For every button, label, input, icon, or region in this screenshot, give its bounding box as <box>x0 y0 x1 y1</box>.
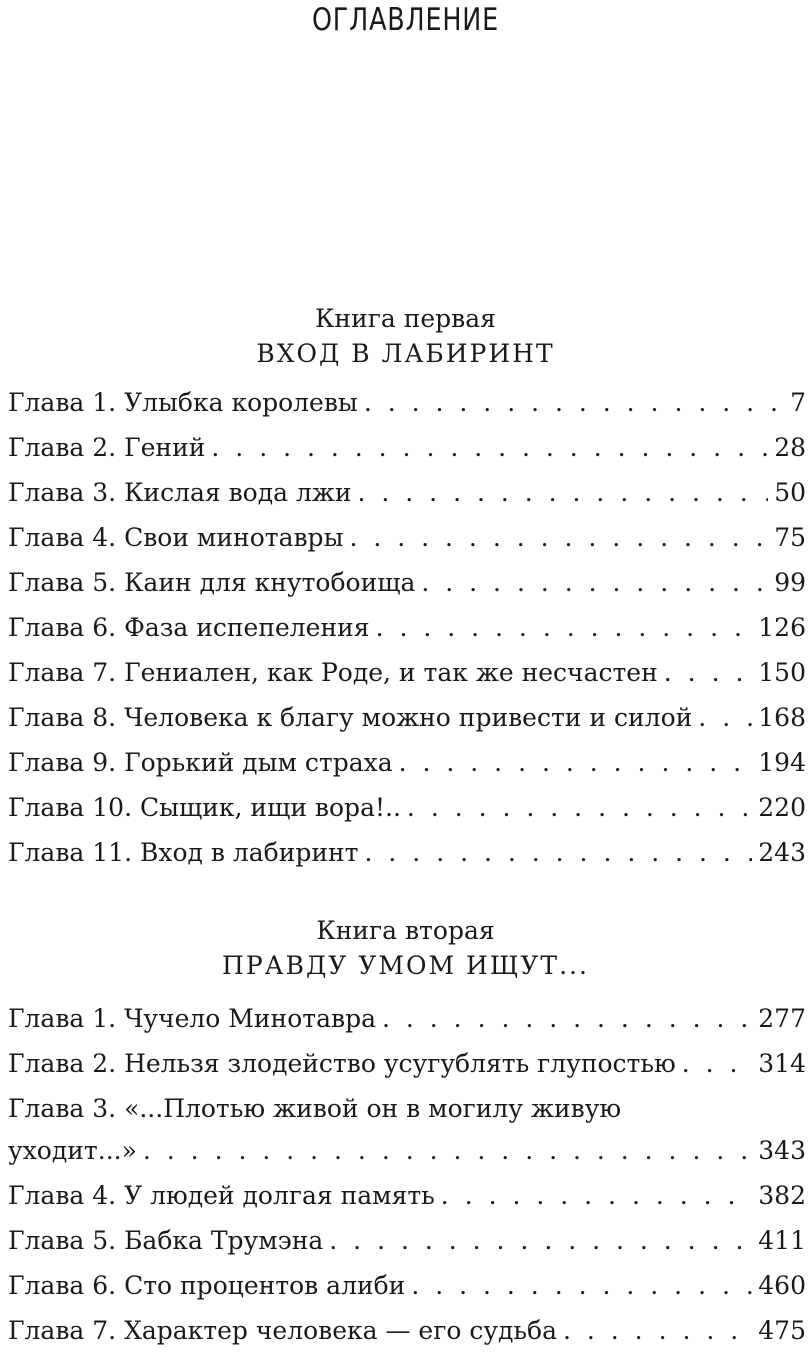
toc-entry[interactable] <box>8 748 806 793</box>
toc-entry[interactable] <box>8 523 806 568</box>
page-number: 411 <box>758 1226 806 1255</box>
toc-entry[interactable] <box>8 1316 806 1361</box>
toc-entry[interactable] <box>8 1181 806 1226</box>
toc-entry-line-2[interactable] <box>8 1136 806 1181</box>
page-number: 277 <box>758 1004 806 1033</box>
chapter-title: Глава 3. Кислая вода лжи <box>8 478 352 507</box>
page-number: 150 <box>758 658 806 687</box>
chapter-title: Глава 7. Характер человека — его судьба <box>8 1316 557 1345</box>
page-number: 75 <box>774 523 806 552</box>
chapter-title: Глава 5. Бабка Трумэна <box>8 1226 324 1255</box>
chapter-title: Глава 2. Нельзя злодейство усугублять глупостью <box>8 1049 676 1078</box>
page-title: ОГЛАВЛЕНИЕ <box>311 2 500 38</box>
toc-entry[interactable] <box>8 1226 806 1271</box>
toc-entry[interactable] <box>8 433 806 478</box>
book-label: Книга вторая <box>316 916 495 945</box>
toc-entry[interactable] <box>8 478 806 523</box>
leader-dots <box>399 748 753 777</box>
toc-entry[interactable] <box>8 1049 806 1094</box>
chapter-title: Глава 2. Гений <box>8 433 206 462</box>
page-number: 382 <box>758 1181 806 1210</box>
page-number: 220 <box>758 793 806 822</box>
chapter-title: Глава 3. «...Плотью живой он в могилу живую <box>8 1094 622 1123</box>
leader-dots <box>365 838 753 867</box>
chapter-title: Глава 8. Человека к благу можно привести и силой <box>8 703 693 732</box>
leader-dots <box>382 1004 752 1033</box>
toc-list-book-2 <box>8 1004 806 1361</box>
page-number: 126 <box>758 613 806 642</box>
chapter-title: Глава 6. Фаза испепеления <box>8 613 370 642</box>
page-number: 7 <box>790 388 806 417</box>
chapter-title: Глава 9. Горький дым страха <box>8 748 393 777</box>
book-header-2 <box>0 914 811 984</box>
chapter-title: Глава 4. Свои минотавры <box>8 523 344 552</box>
page-number: 99 <box>774 568 806 597</box>
leader-dots <box>664 658 753 687</box>
chapter-title: Глава 4. У людей долгая память <box>8 1181 435 1210</box>
chapter-title: Глава 7. Гениален, как Роде, и так же несчастен <box>8 658 658 687</box>
chapter-title: Глава 1. Улыбка королевы <box>8 388 358 417</box>
leader-dots <box>364 388 784 417</box>
toc-list-book-1 <box>8 388 806 883</box>
chapter-title: Глава 11. Вход в лабиринт <box>8 838 359 867</box>
leader-dots <box>441 1181 752 1210</box>
leader-dots <box>698 703 752 732</box>
chapter-title-continued: уходит...» <box>8 1136 137 1165</box>
page-number: 50 <box>774 478 806 507</box>
page-number: 194 <box>758 748 806 777</box>
toc-entry[interactable] <box>8 793 806 838</box>
leader-dots <box>411 1271 752 1300</box>
toc-entry[interactable] <box>8 703 806 748</box>
leader-dots <box>349 523 768 552</box>
leader-dots <box>358 478 769 507</box>
book-name: ВХОД В ЛАБИРИНТ <box>256 339 555 368</box>
leader-dots <box>421 568 768 597</box>
chapter-title: Глава 10. Сыщик, ищи вора!.. <box>8 793 401 822</box>
page-number: 314 <box>758 1049 806 1078</box>
page-number: 243 <box>758 838 806 867</box>
page-number: 343 <box>758 1136 806 1165</box>
leader-dots <box>211 433 768 462</box>
chapter-title: Глава 5. Каин для кнутобоища <box>8 568 416 597</box>
chapter-title: Глава 6. Сто процентов алиби <box>8 1271 406 1300</box>
page-number: 460 <box>758 1271 806 1300</box>
book-name: ПРАВДУ УМОМ ИЩУТ... <box>222 951 589 980</box>
toc-entry[interactable] <box>8 1271 806 1316</box>
page-number: 28 <box>774 433 806 462</box>
toc-entry[interactable] <box>8 838 806 883</box>
toc-entry[interactable] <box>8 658 806 703</box>
toc-entry[interactable] <box>8 613 806 658</box>
toc-entry-line-1[interactable] <box>8 1094 806 1136</box>
chapter-title: Глава 1. Чучело Минотавра <box>8 1004 376 1033</box>
leader-dots <box>407 793 752 822</box>
book-header-1 <box>0 302 811 372</box>
leader-dots <box>143 1136 752 1165</box>
toc-entry[interactable] <box>8 1004 806 1049</box>
toc-entry[interactable] <box>8 388 806 433</box>
leader-dots <box>682 1049 753 1078</box>
leader-dots <box>376 613 753 642</box>
page-number: 168 <box>758 703 806 732</box>
book-label: Книга первая <box>315 304 496 333</box>
toc-entry[interactable] <box>8 568 806 613</box>
leader-dots <box>329 1226 752 1255</box>
page-number: 475 <box>758 1316 806 1345</box>
leader-dots <box>563 1316 752 1345</box>
